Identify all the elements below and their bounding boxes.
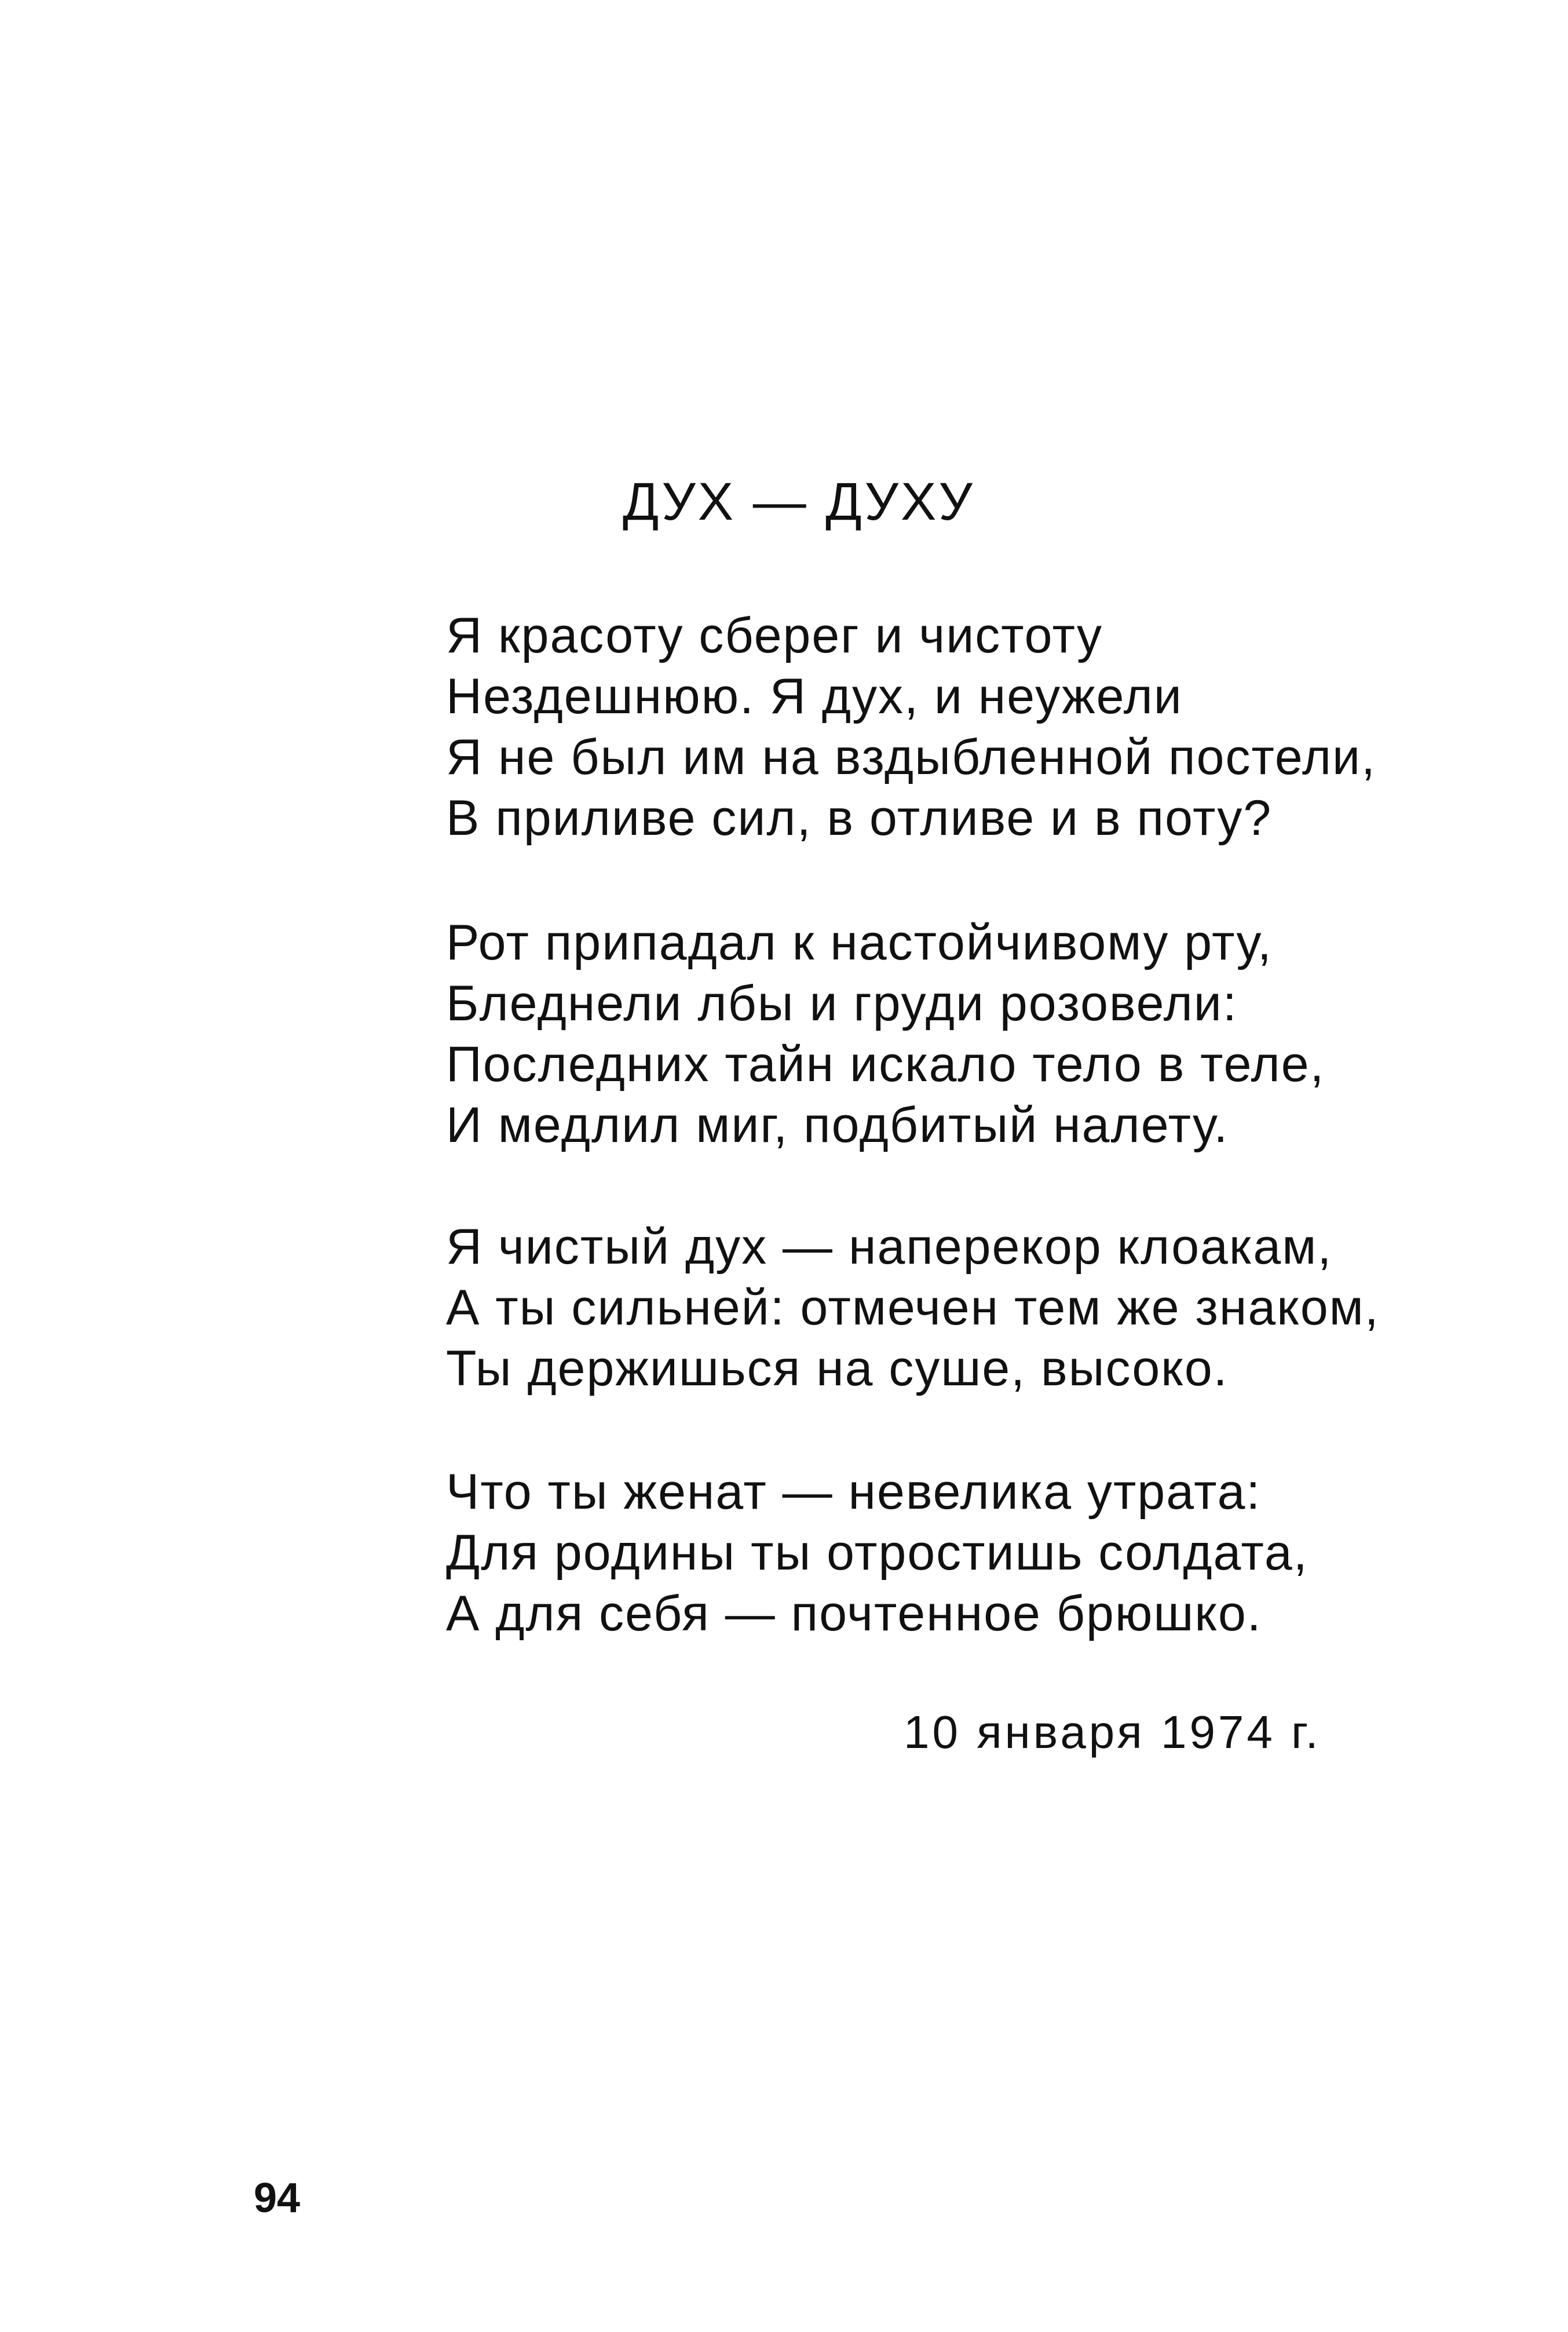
poem-line: В приливе сил, в отливе и в поту? — [446, 790, 1273, 846]
poem-line: Рот припадал к настойчивому рту, — [446, 915, 1273, 970]
poem-line: Бледнели лбы и груди розовели: — [446, 976, 1238, 1031]
poem-title: ДУХ — ДУХУ — [623, 472, 975, 531]
stanza-1 — [446, 605, 1376, 849]
poem-line: И медлил миг, подбитый налету. — [446, 1097, 1229, 1153]
stanza-3 — [446, 1217, 1380, 1399]
poem-line: Что ты женат — невелика утрата: — [446, 1464, 1262, 1520]
poem-line: Ты держишься на суше, высоко. — [446, 1341, 1229, 1396]
poem-line: Я красоту сберег и чистоту — [446, 608, 1103, 663]
poem-line: А для себя — почтенное брюшко. — [446, 1586, 1262, 1641]
page-number: 94 — [254, 2175, 301, 2221]
poem-line: Я не был им на вздыбленной постели, — [446, 729, 1376, 785]
stanza-4 — [446, 1462, 1309, 1644]
poem-line: Я чистый дух — наперекор клоакам, — [446, 1219, 1333, 1275]
poem-date: 10 января 1974 г. — [904, 1706, 1321, 1758]
poem-line: А ты сильней: отмечен тем же знаком, — [446, 1280, 1380, 1335]
stanza-2 — [446, 913, 1325, 1156]
poem-line: Для родины ты отростишь солдата, — [446, 1525, 1309, 1581]
poem-line: Нездешнюю. Я дух, и неужели — [446, 669, 1183, 724]
poem-line: Последних тайн искало тело в теле, — [446, 1037, 1325, 1092]
